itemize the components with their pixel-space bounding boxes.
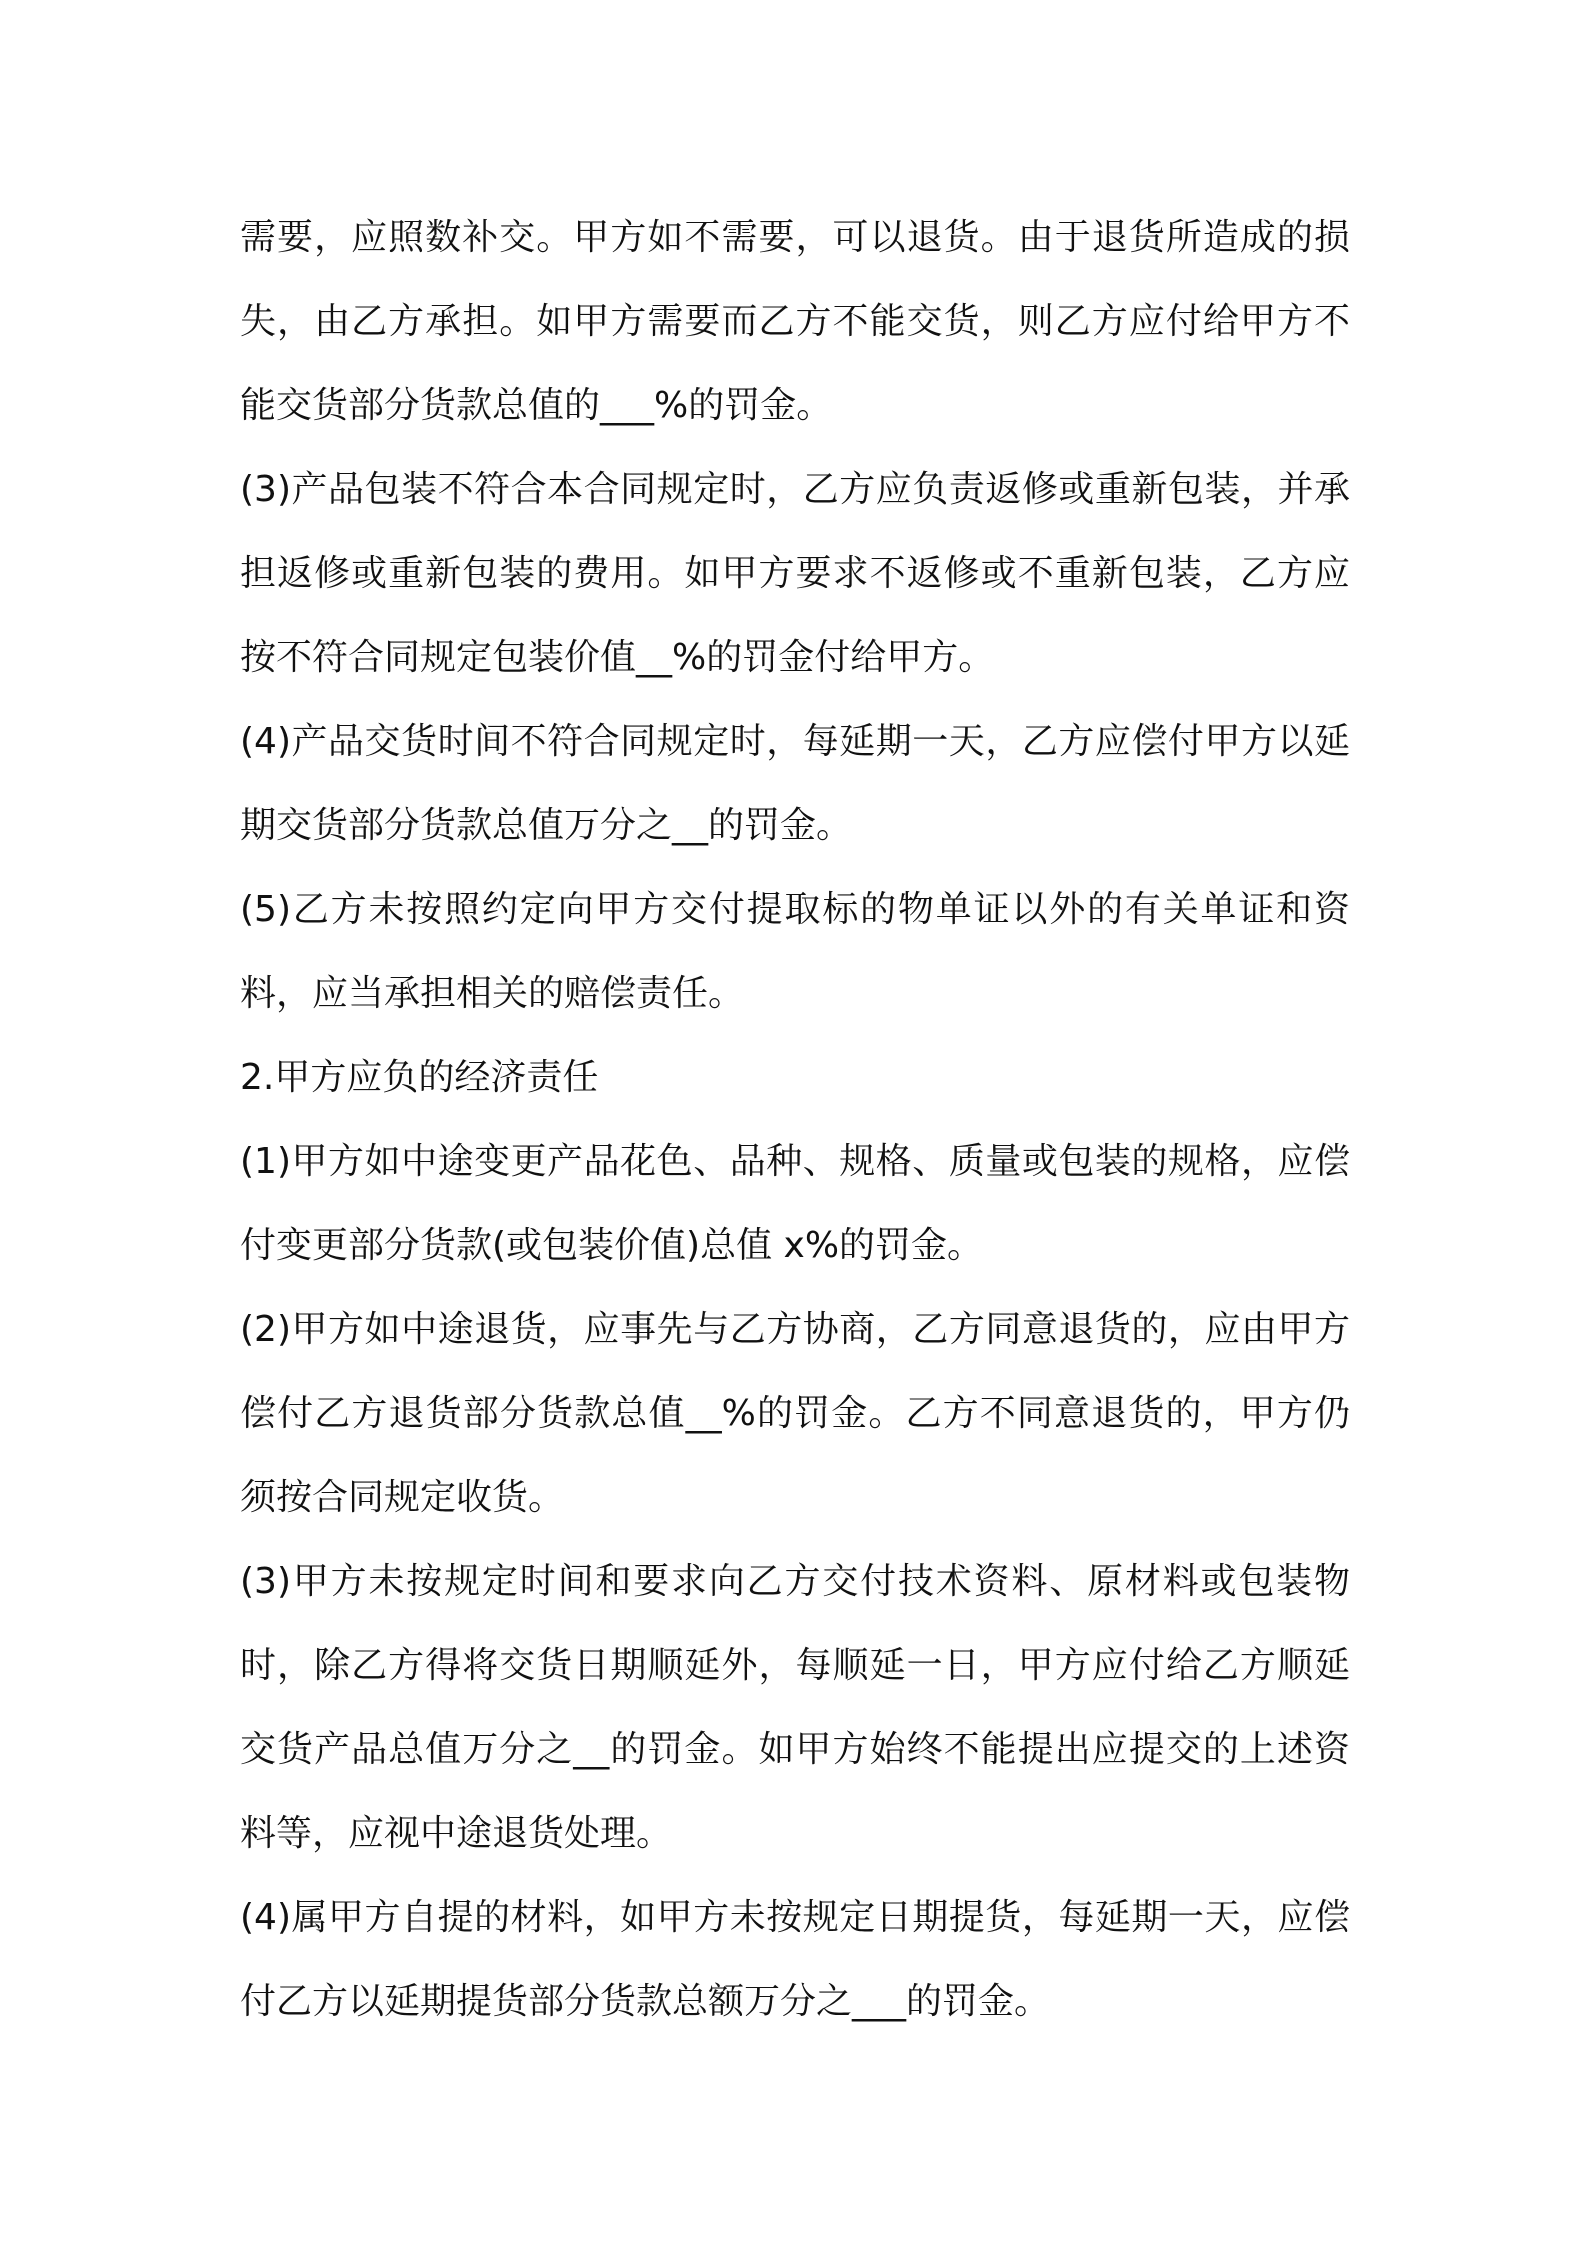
paragraph-a-item-4-pickup: (4)属甲方自提的材料，如甲方未按规定日期提货，每延期一天，应偿付乙方以延期提货部分货款总额万分之___的罚金。 <box>240 1897 1350 2022</box>
document-body <box>240 196 1350 2044</box>
paragraph-a-item-1-change: (1)甲方如中途变更产品花色、品种、规格、质量或包装的规格，应偿付变更部分货款(或包装价值)总值 x%的罚金。 <box>240 1141 1350 1266</box>
paragraph-a-item-2-return: (2)甲方如中途退货，应事先与乙方协商，乙方同意退货的，应由甲方偿付乙方退货部分货款总值__%的罚金。乙方不同意退货的，甲方仍须按合同规定收货。 <box>240 1309 1350 1518</box>
section-heading-party-a-liability: 2.甲方应负的经济责任 <box>240 1057 599 1098</box>
paragraph-continuation: 需要，应照数补交。甲方如不需要，可以退货。由于退货所造成的损失，由乙方承担。如甲方需要而乙方不能交货，则乙方应付给甲方不能交货部分货款总值的___%的罚金。 <box>240 217 1350 426</box>
paragraph-item-4-delivery-time: (4)产品交货时间不符合同规定时，每延期一天，乙方应偿付甲方以延期交货部分货款总值万分之__的罚金。 <box>240 721 1350 846</box>
paragraph-item-3-packaging: (3)产品包装不符合本合同规定时，乙方应负责返修或重新包装，并承担返修或重新包装的费用。如甲方要求不返修或不重新包装，乙方应按不符合同规定包装价值__%的罚金付给甲方。 <box>240 469 1350 678</box>
paragraph-item-5-documents: (5)乙方未按照约定向甲方交付提取标的物单证以外的有关单证和资料，应当承担相关的赔偿责任。 <box>240 889 1350 1014</box>
paragraph-a-item-3-materials: (3)甲方未按规定时间和要求向乙方交付技术资料、原材料或包装物时，除乙方得将交货日期顺延外，每顺延一日，甲方应付给乙方顺延交货产品总值万分之__的罚金。如甲方始终不能提出应提交的上述资料等，应视中途退货处理。 <box>240 1561 1350 1854</box>
